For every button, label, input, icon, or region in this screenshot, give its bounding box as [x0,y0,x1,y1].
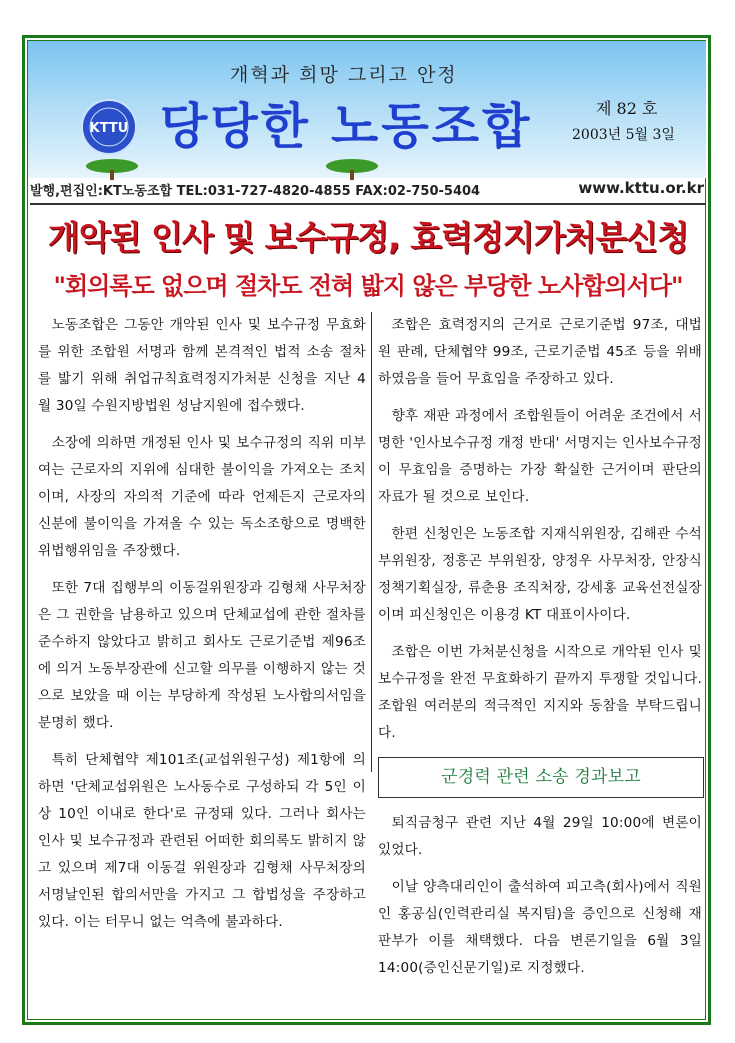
website-link[interactable]: www.kttu.or.kr [578,179,704,197]
tree-icon [322,158,382,180]
publisher-info-bar [30,180,706,202]
kttu-logo [80,98,138,156]
paragraph: 조합은 효력정지의 근거로 근로기준법 97조, 대법원 판례, 단체협약 99조, 근로기준법 45조 등을 위배하였음을 들어 무효임을 주장하고 있다. [378,317,702,387]
right-column [378,312,702,992]
paragraph: 이날 양측대리인이 출석하여 피고측(회사)에서 직원인 홍공심(인력관리실 복지팀)을 증인으로 신청해 재판부가 이를 채택했다. 다음 변론기일을 6월 3일 14:00(증인신문기일)로 지정했다. [378,879,702,976]
publisher-contact: 발행,편집인:KT노동조합 TEL:031-727-4820-4855 FAX:02-750-5404 [30,184,481,199]
column-divider [371,312,372,772]
paragraph: 퇴직금청구 관련 지난 4월 29일 10:00에 변론이 있었다. [378,815,702,858]
header-rule [30,203,706,205]
logo-text: KTTU [89,121,129,136]
headline: 개악된 인사 및 보수규정, 효력정지가처분신청 [47,218,689,257]
masthead-slogan: 개혁과 희망 그리고 안정 [230,64,458,86]
issue-number: 제 82 호 [596,99,658,118]
paragraph: 노동조합은 그동안 개악된 인사 및 보수규정 무효화를 위한 조합원 서명과 함께 본격적인 법적 소송 절차를 밟기 위해 취업규칙효력정지가처분 신청을 지난 4월 30일 수원지방법원 성남지원에 접수했다. [38,317,366,414]
box-title: 군경력 관련 소송 경과보고 [378,757,704,798]
paragraph: 향후 재판 과정에서 조합원들이 어려운 조건에서 서명한 '인사보수규정 개정 반대' 서명지는 인사보수규정이 무효임을 증명하는 가장 확실한 근거이며 판단의 자료가 될 것으로 보인다. [378,408,702,505]
newsletter-title: 당당한 노동조합 [160,97,533,155]
paragraph: 또한 7대 집행부의 이동걸위원장과 김형채 사무처장은 그 권한을 남용하고 있으며 단체교섭에 관한 절차를 준수하지 않았다고 밝히고 회사도 근로기준법 제96조에 의거 노동부장관에 신고할 의무를 이행하지 않는 것으로 보았을 때 이는 부당하게 작성된 노사합의서임을 분명히 했다. [38,580,366,731]
tree-icon [82,158,142,180]
subheadline: "회의록도 없으며 절차도 전혀 밟지 않은 부당한 노사합의서다" [53,272,683,300]
paragraph: 한편 신청인은 노동조합 지재식위원장, 김해관 수석부위원장, 정흥곤 부위원장, 양정우 사무처장, 안장식 정책기획실장, 류춘용 조직처장, 강세홍 교육선전실장이며 피신청인은 이용경 KT 대표이사이다. [378,526,702,623]
paragraph: 소장에 의하면 개정된 인사 및 보수규정의 직위 미부여는 근로자의 지위에 심대한 불이익을 가져오는 조치이며, 사장의 자의적 기준에 따라 언제든지 근로자의 신분에 불이익을 가져올 수 있는 독소조항으로 명백한 위법행위임을 주장했다. [38,435,366,559]
issue-date: 2003년 5월 3일 [572,127,675,143]
paragraph: 특히 단체협약 제101조(교섭위원구성) 제1항에 의하면 '단체교섭위원은 노사동수로 구성하되 각 5인 이상 10인 이내로 한다'로 규정돼 있다. 그러나 회사는 인사 및 보수규정과 관련된 어떠한 회의록도 밝히지 않고 있으며 제7대 이동걸 위원장과 김형채 사무처장의 서명날인된 합의서만을 가지고 그 합법성을 주장하고 있다. 이는 터무니 없는 억측에 불과하다. [38,752,366,930]
paragraph: 조합은 이번 가처분신청을 시작으로 개악된 인사 및 보수규정을 완전 무효화하기 끝까지 투쟁할 것입니다. 조합원 여러분의 적극적인 지지와 동참을 부탁드립니다. [378,644,702,741]
left-column [38,312,366,946]
